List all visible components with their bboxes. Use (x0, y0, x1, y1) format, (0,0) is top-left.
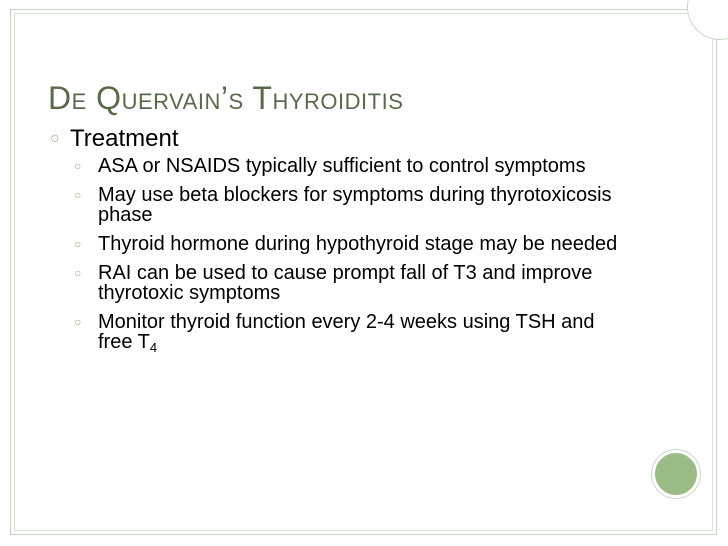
list-item-text: ASA or NSAIDS typically sufficient to control symptoms (98, 155, 586, 177)
list-item-text (98, 311, 618, 355)
subscript-text: 4 (149, 340, 158, 355)
bullet-icon: ○ (74, 159, 82, 173)
list-item (74, 156, 670, 176)
list-item-main-text: Monitor thyroid function every 2-4 weeks using TSH and free T (98, 311, 595, 353)
section-heading-row (50, 124, 670, 154)
list-item-text: Thyroid hormone during hypothyroid stage may be needed (98, 233, 618, 255)
list-item (74, 263, 670, 303)
hollow-circle-icon: ○ (50, 130, 60, 147)
slide-title: De Quervain’s Thyroiditis (48, 80, 404, 116)
list-item-text: RAI can be used to cause prompt fall of T3 and improve thyrotoxic symptoms (98, 262, 593, 304)
list-item (74, 234, 670, 254)
bullet-icon: ○ (74, 188, 82, 202)
slide-content (50, 124, 670, 361)
bullet-icon: ○ (74, 315, 82, 329)
list-item-text: May use beta blockers for symptoms during thyrotoxicosis phase (98, 184, 612, 226)
treatment-list (50, 155, 670, 355)
bullet-icon: ○ (74, 237, 82, 251)
list-item (74, 185, 670, 225)
bullet-icon: ○ (74, 266, 82, 280)
section-heading: Treatment (70, 125, 179, 152)
list-item (74, 311, 670, 355)
green-circle-decoration (652, 450, 700, 498)
